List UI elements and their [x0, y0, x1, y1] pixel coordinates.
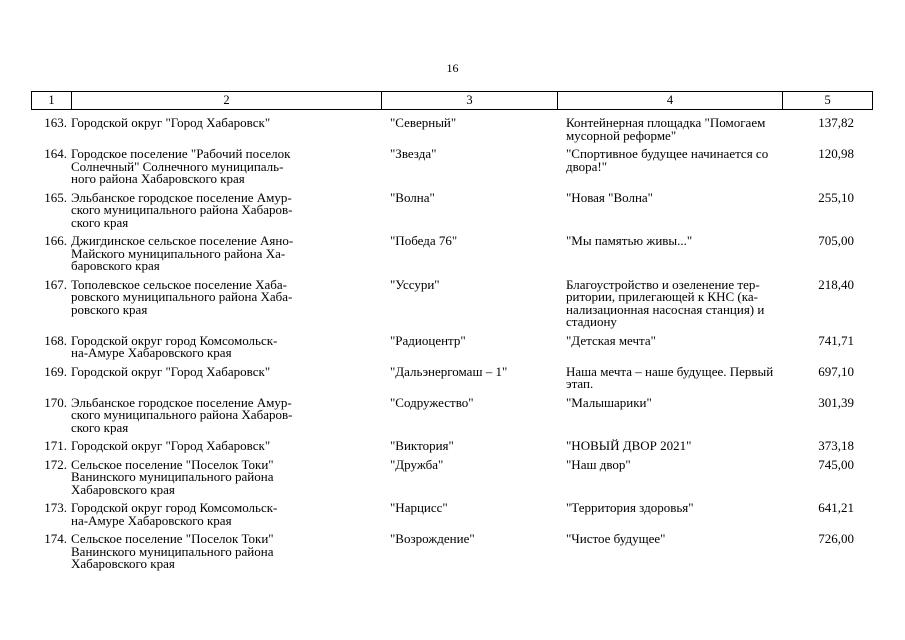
- table-row: [31, 394, 873, 435]
- amount-cell: 741,71: [818, 332, 854, 348]
- yard-name-cell: "Виктория": [390, 438, 454, 453]
- yard-name-cell: "Уссури": [390, 276, 440, 292]
- yard-name-cell: "Радиоцентр": [390, 332, 466, 348]
- table-row: [31, 502, 873, 527]
- yard-name-cell: "Возрождение": [390, 531, 475, 546]
- yard-name-cell: "Дружба": [390, 456, 444, 472]
- project-name-cell: "Наш двор": [566, 456, 631, 472]
- table-row: [31, 363, 873, 391]
- table-header: [31, 91, 873, 110]
- municipality-cell: Сельское поселение "Поселок Токи" Ванинского муниципального района Хабаровского края: [71, 456, 274, 497]
- table-row: [31, 440, 873, 453]
- row-number: 163.: [44, 115, 67, 130]
- municipality-cell: Эльбанское городское поселение Амур- ского муниципального района Хабаров- ского края: [71, 394, 293, 435]
- column-header-3: 3: [382, 92, 558, 109]
- table-body: [31, 117, 873, 577]
- column-header-1: 1: [32, 92, 72, 109]
- municipality-cell: Городское поселение "Рабочий поселок Солнечный" Солнечного муниципаль- ного района Хабаровского края: [71, 146, 291, 186]
- municipality-cell: Тополевское сельское поселение Хаба- ровского муниципального района Хаба- ровского края: [71, 276, 293, 317]
- yard-name-cell: "Волна": [390, 189, 435, 205]
- row-number: 168.: [44, 332, 67, 348]
- project-name-cell: "Детская мечта": [566, 332, 656, 348]
- project-name-cell: Наша мечта – наше будущее. Первый этап.: [566, 363, 774, 391]
- amount-cell: 705,00: [818, 233, 854, 248]
- project-name-cell: "Территория здоровья": [566, 500, 694, 515]
- project-name-cell: "Спортивное будущее начинается со двора!": [566, 146, 769, 174]
- row-number: 173.: [44, 500, 67, 515]
- project-name-cell: "Новая "Волна": [566, 189, 653, 205]
- table-row: [31, 189, 873, 230]
- page-number: 16: [446, 61, 459, 75]
- row-number: 167.: [44, 276, 67, 292]
- table-row: [31, 533, 873, 571]
- municipality-cell: Городской округ "Город Хабаровск": [71, 115, 271, 130]
- row-number: 171.: [44, 438, 67, 453]
- row-number: 164.: [44, 146, 67, 161]
- project-name-cell: "Мы памятью живы...": [566, 233, 693, 248]
- row-number: 166.: [44, 233, 67, 248]
- project-name-cell: "НОВЫЙ ДВОР 2021": [566, 438, 692, 453]
- municipality-cell: Городской округ "Город Хабаровск": [71, 438, 271, 453]
- yard-name-cell: "Нарцисс": [390, 500, 448, 515]
- column-header-4: 4: [558, 92, 783, 109]
- amount-cell: 301,39: [818, 394, 854, 410]
- yard-name-cell: "Звезда": [390, 146, 437, 161]
- amount-cell: 745,00: [818, 456, 854, 472]
- municipality-cell: Джигдинское сельское поселение Аяно- Майского муниципального района Ха- баровского края: [71, 233, 294, 273]
- yard-name-cell: "Северный": [390, 115, 457, 130]
- table-row: [31, 332, 873, 360]
- project-name-cell: Контейнерная площадка "Помогаем мусорной реформе": [566, 115, 766, 143]
- amount-cell: 137,82: [818, 115, 854, 130]
- amount-cell: 697,10: [818, 363, 854, 379]
- table-row: [31, 117, 873, 142]
- project-name-cell: "Малышарики": [566, 394, 652, 410]
- row-number: 172.: [44, 456, 67, 472]
- amount-cell: 255,10: [818, 189, 854, 205]
- table-row: [31, 456, 873, 497]
- project-name-cell: Благоустройство и озеленение тер- ритории, прилегающей к КНС (ка- нализационная насосная станция) и стадиону: [566, 276, 765, 329]
- yard-name-cell: "Дальэнергомаш – 1": [390, 363, 508, 379]
- amount-cell: 120,98: [818, 146, 854, 161]
- table-row: [31, 235, 873, 273]
- municipality-cell: Городской округ город Комсомольск- на-Амуре Хабаровского края: [71, 332, 278, 360]
- table-row: [31, 276, 873, 329]
- municipality-cell: Городской округ город Комсомольск- на-Амуре Хабаровского края: [71, 500, 278, 528]
- municipality-cell: Сельское поселение "Поселок Токи" Ванинского муниципального района Хабаровского края: [71, 531, 274, 571]
- yard-name-cell: "Победа 76": [390, 233, 458, 248]
- amount-cell: 218,40: [818, 276, 854, 292]
- row-number: 170.: [44, 394, 67, 410]
- municipality-cell: Эльбанское городское поселение Амур- ского муниципального района Хабаров- ского края: [71, 189, 293, 230]
- row-number: 165.: [44, 189, 67, 205]
- amount-cell: 373,18: [818, 438, 854, 453]
- column-header-5: 5: [824, 93, 831, 107]
- row-number: 174.: [44, 531, 67, 546]
- row-number: 169.: [44, 363, 67, 379]
- amount-cell: 641,21: [818, 500, 854, 515]
- column-header-2: 2: [72, 92, 382, 109]
- municipality-cell: Городской округ "Город Хабаровск": [71, 363, 271, 379]
- project-name-cell: "Чистое будущее": [566, 531, 666, 546]
- amount-cell: 726,00: [818, 531, 854, 546]
- yard-name-cell: "Содружество": [390, 394, 474, 410]
- table-row: [31, 148, 873, 186]
